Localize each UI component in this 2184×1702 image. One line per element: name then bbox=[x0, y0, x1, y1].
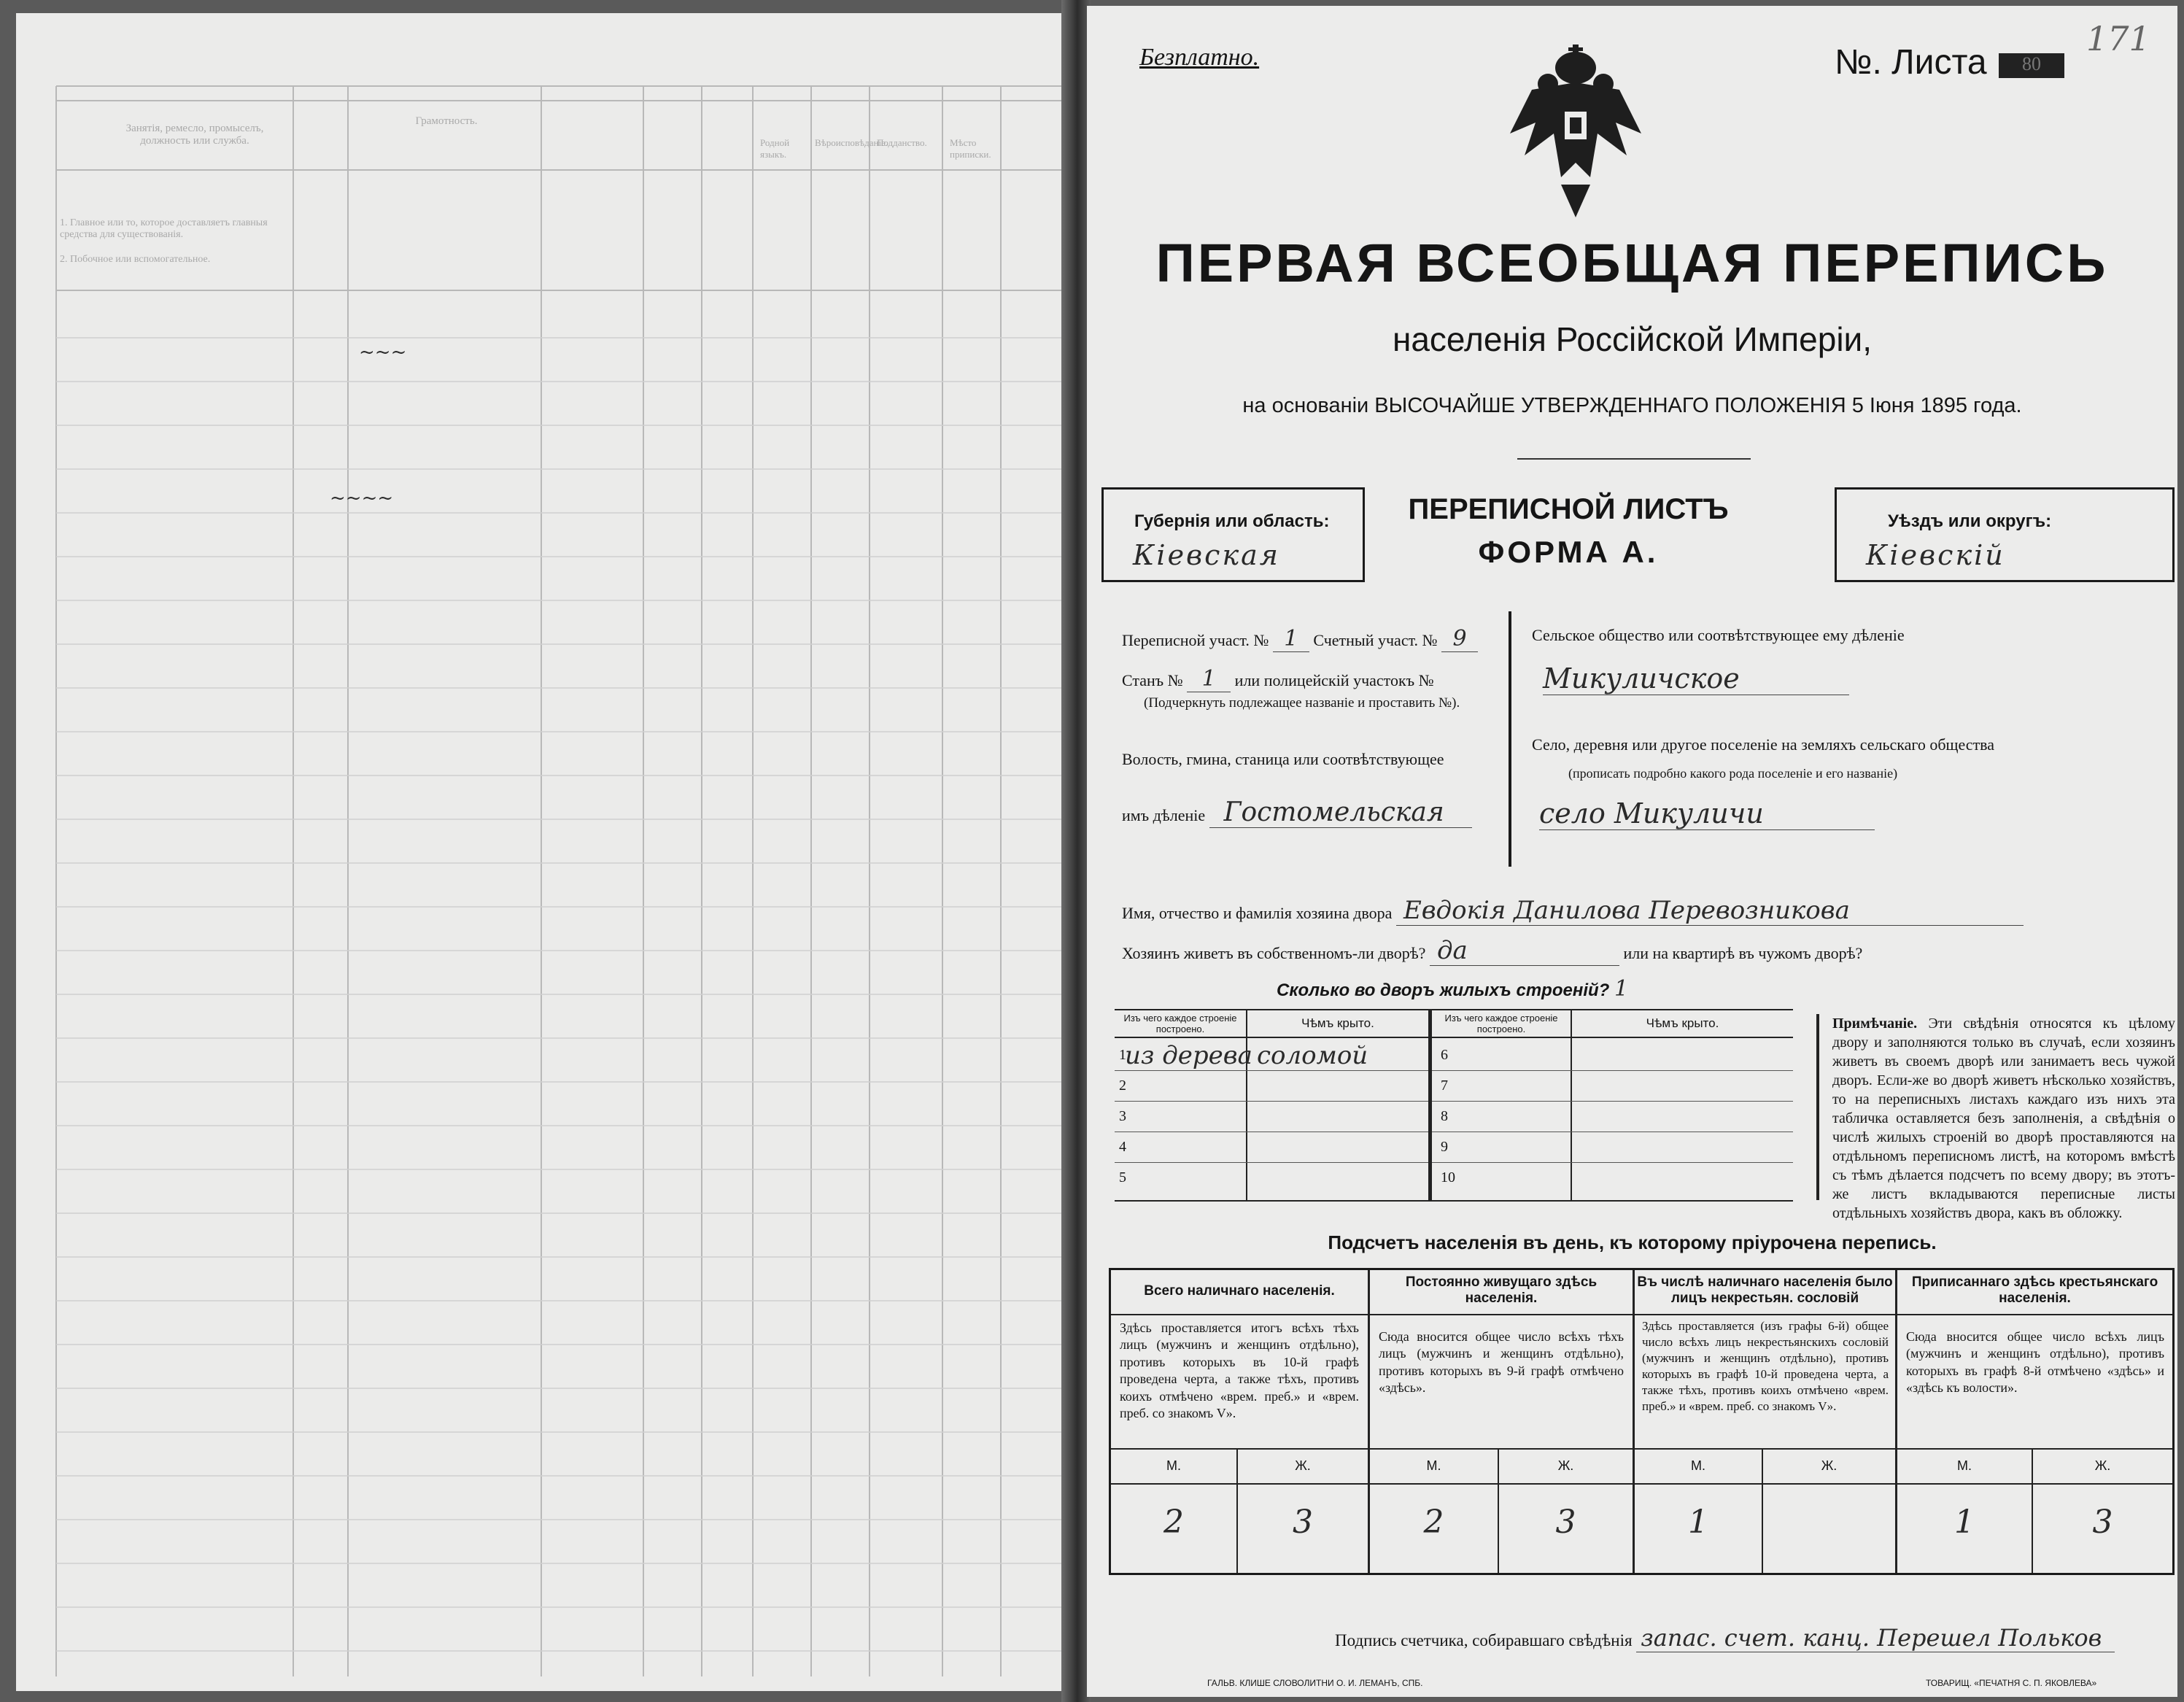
left-page bbox=[16, 13, 1074, 1691]
pop-col-1-m-value: 2 bbox=[1163, 1504, 1184, 1541]
gubernia-box bbox=[1101, 487, 1365, 582]
row-number: 2 bbox=[1119, 1078, 1126, 1094]
pop-col-2-m-label: М. bbox=[1426, 1458, 1441, 1473]
buildings-table bbox=[1115, 1009, 1793, 1202]
census-district-value: 1 bbox=[1273, 626, 1309, 652]
note-text: Эти свѣдѣнія относятся къ цѣлому двору и заполняются только въ случаѣ, если хозяинъ живетъ въ своемъ дворѣ или занимаетъ весь чужой дворъ. Если-же во дворѣ живетъ нѣсколько хозяйствъ, то на переписныхъ листахъ каждаго изъ нихъ эта табличка оставляется безъ заполненія, а свѣдѣнія о числѣ жилыхъ строеній во дворѣ проставляются на отдѣльномъ переписномъ листѣ, на которомъ вмѣстѣ съ тѣмъ дѣлается подсчетъ по всему двору; въ этотъ-же листъ вкладываются переписные листы отдѣльныхъ хозяйствъ двора, какъ въ обложку. bbox=[1832, 1016, 2176, 1221]
buildings-value: 1 bbox=[1614, 976, 1629, 1002]
census-subtitle: населенія Россійской Имперіи, bbox=[1392, 320, 1873, 358]
pop-col-3-m-label: М. bbox=[1691, 1458, 1705, 1473]
gubernia-label: Губернія или область: bbox=[1134, 511, 1330, 531]
row-number: 1 bbox=[1119, 1047, 1126, 1063]
population-title: Подсчетъ населенія въ день, къ которому пріурочена перепись. bbox=[1328, 1231, 1937, 1253]
imperial-eagle-emblem bbox=[1503, 39, 1649, 221]
uezd-label: Уѣздъ или округъ: bbox=[1888, 511, 2052, 531]
buildings-note bbox=[1816, 1014, 2176, 1221]
pop-col-3-m-value: 1 bbox=[1688, 1504, 1708, 1541]
buildings-row-4 bbox=[1115, 1132, 1428, 1163]
pop-col-3-f-label: Ж. bbox=[1821, 1458, 1838, 1473]
footer-left: ГАЛЬВ. КЛИШЕ СЛОВОЛИТНИ О. И. ЛЕМАНЪ, СПБ. bbox=[1207, 1678, 1423, 1688]
row-number: 10 bbox=[1441, 1169, 1455, 1185]
stan-row bbox=[1122, 666, 1434, 692]
pop-col-3-title: Въ числѣ наличнаго населенія было лицъ некрестьян. сословій bbox=[1637, 1274, 1893, 1306]
buildings-row-3 bbox=[1115, 1101, 1428, 1132]
buildings-row-2 bbox=[1115, 1070, 1428, 1102]
pop-col-4-m-value: 1 bbox=[1954, 1504, 1975, 1541]
left-header-religion: Вѣроисповѣданіе. bbox=[815, 137, 888, 148]
buildings-col-roof-right: Чѣмъ крыто. bbox=[1646, 1016, 1719, 1030]
row-number: 9 bbox=[1441, 1139, 1448, 1155]
village-value: село Микуличи bbox=[1539, 797, 1875, 830]
archive-number: 171 bbox=[2086, 19, 2150, 58]
footer-right: ТОВАРИЩ. «ПЕЧАТНЯ С. П. ЯКОВЛЕВА» bbox=[1926, 1678, 2097, 1688]
sheet-label: №. Листа bbox=[1835, 43, 1987, 82]
census-district-row bbox=[1122, 626, 1478, 652]
sheet-number: 80 bbox=[1999, 53, 2064, 78]
left-header-language: Родной языкъ. bbox=[760, 137, 790, 160]
own-yard-row bbox=[1122, 936, 1862, 966]
left-faint-handwriting: ~~~ bbox=[359, 341, 407, 363]
stan-value: 1 bbox=[1187, 666, 1231, 692]
volost-label-1: Волость, гмина, станица или соотвѣтствующее bbox=[1122, 750, 1444, 768]
free-label: Безплатно. bbox=[1139, 44, 1260, 71]
pop-col-1-f-label: Ж. bbox=[1295, 1458, 1311, 1473]
society-label: Сельское общество или соотвѣтствующее ему дѣленіе bbox=[1532, 626, 1905, 644]
rented-label: или на квартирѣ въ чужомъ дворѣ? bbox=[1623, 944, 1863, 962]
fields-divider bbox=[1509, 611, 1511, 867]
count-district-value: 9 bbox=[1441, 626, 1478, 652]
pop-col-4-f-label: Ж. bbox=[2094, 1458, 2111, 1473]
note-label: Примѣчаніе. bbox=[1832, 1016, 1918, 1032]
left-subheader-main: 1. Главное или то, которое доставляетъ главныя средства для существованія. bbox=[60, 217, 268, 240]
left-header-literacy: Грамотность. bbox=[415, 115, 478, 127]
left-header-occupation: Занятія, ремесло, промыселъ, должность или служба. bbox=[125, 123, 264, 147]
book-spine bbox=[1061, 0, 1091, 1702]
buildings-row-5 bbox=[1115, 1162, 1428, 1193]
police-label: или полицейскій участокъ № bbox=[1234, 671, 1434, 689]
buildings-col-material-left: Изъ чего каждое строеніе построено. bbox=[1123, 1013, 1237, 1034]
pop-col-2-title: Постоянно живущаго здѣсь населенія. bbox=[1405, 1274, 1598, 1306]
buildings-row-8 bbox=[1432, 1101, 1793, 1132]
buildings-row-1 bbox=[1115, 1040, 1428, 1071]
population-table bbox=[1109, 1268, 2175, 1575]
buildings-row bbox=[1277, 976, 1628, 1002]
buildings-row-10 bbox=[1432, 1162, 1793, 1193]
volost-value: Гостомельская bbox=[1209, 797, 1472, 828]
uezd-value: Кіевскій bbox=[1866, 539, 2005, 571]
owner-value: Евдокія Данилова Перевозникова bbox=[1396, 896, 2024, 926]
title-ornament-divider bbox=[1517, 458, 1751, 460]
form-title: ФОРМА А. bbox=[1478, 535, 1659, 569]
village-note: (прописать подробно какого рода поселеніе и его названіе) bbox=[1568, 766, 1898, 781]
pop-col-2-desc: Сюда вносится общее число всѣхъ тѣхъ лицъ (мужчинъ и женщинъ отдѣльно), противъ которыхъ въ 9-й графѣ отмѣчено «здѣсь». bbox=[1379, 1329, 1624, 1396]
row-material: из дерева bbox=[1125, 1041, 1252, 1070]
buildings-col-material-right: Изъ чего каждое строеніе построено. bbox=[1444, 1013, 1558, 1034]
left-header-registration: Мѣсто приписки. bbox=[950, 137, 991, 160]
right-page bbox=[1087, 6, 2177, 1697]
row-number: 6 bbox=[1441, 1047, 1448, 1063]
row-number: 4 bbox=[1119, 1139, 1126, 1155]
buildings-label: Сколько во дворъ жилыхъ строеній? bbox=[1277, 980, 1610, 1000]
pop-col-2-f-label: Ж. bbox=[1557, 1458, 1574, 1473]
left-subheader-side: 2. Побочное или вспомогательное. bbox=[60, 254, 211, 265]
own-yard-value: да bbox=[1430, 936, 1619, 966]
stan-label: Станъ № bbox=[1122, 671, 1183, 689]
buildings-col-roof-left: Чѣмъ крыто. bbox=[1301, 1016, 1374, 1030]
pop-col-4-title: Приписаннаго здѣсь крестьянскаго населенія. bbox=[1911, 1274, 2158, 1306]
pop-col-4-m-label: М. bbox=[1957, 1458, 1972, 1473]
pop-col-4-desc: Сюда вносится общее число всѣхъ лицъ (мужчинъ и женщинъ отдѣльно), противъ которыхъ въ графѣ 8-й отмѣчено «здѣсь» и «здѣсь къ волости». bbox=[1906, 1329, 2164, 1396]
count-district-label: Счетный участ. № bbox=[1313, 631, 1438, 649]
buildings-row-7 bbox=[1432, 1070, 1793, 1102]
village-label: Село, деревня или другое поселеніе на земляхъ сельскаго общества bbox=[1532, 735, 1995, 754]
volost-row bbox=[1122, 797, 1472, 828]
pop-col-2-m-value: 2 bbox=[1423, 1504, 1444, 1541]
stan-note: (Подчеркнуть подлежащее названіе и проставить №). bbox=[1144, 695, 1460, 711]
pop-col-4-f-value: 3 bbox=[2092, 1504, 2113, 1541]
census-basis: на основаніи ВЫСОЧАЙШЕ УТВЕРЖДЕННАГО ПОЛОЖЕНІЯ 5 Іюня 1895 года. bbox=[1242, 394, 2022, 417]
pop-col-3-desc: Здѣсь проставляется (изъ графы 6-й) общее число всѣхъ лицъ некрестьянскихъ сословій (мужчинъ и женщинъ отдѣльно), противъ которыхъ въ графѣ 10-й проведена черта, а также тѣхъ, противъ коихъ отмѣчено «врем. преб.» и «врем. преб. со знакомъ V». bbox=[1642, 1319, 1889, 1414]
row-number: 5 bbox=[1119, 1169, 1126, 1185]
census-title: ПЕРВАЯ ВСЕОБЩАЯ ПЕРЕПИСЬ bbox=[1155, 233, 2109, 293]
buildings-row-9 bbox=[1432, 1132, 1793, 1163]
row-number: 3 bbox=[1119, 1108, 1126, 1124]
buildings-row-6 bbox=[1432, 1040, 1793, 1071]
signature-value: запас. счет. канц. Перешел Польков bbox=[1636, 1624, 2115, 1652]
volost-label-2: имъ дѣленіе bbox=[1122, 806, 1206, 824]
left-faint-handwriting-2: ~~~~ bbox=[330, 487, 394, 509]
uezd-box bbox=[1835, 487, 2175, 582]
census-district-label: Переписной участ. № bbox=[1122, 631, 1269, 649]
signature-label: Подпись счетчика, собиравшаго свѣдѣнія bbox=[1335, 1631, 1633, 1649]
row-number: 8 bbox=[1441, 1108, 1448, 1124]
pop-col-1-desc: Здѣсь проставляется итогъ всѣхъ тѣхъ лицъ (мужчинъ и женщинъ отдѣльно), противъ которыхъ въ 10-й графѣ проведена черта, а также тѣхъ, противъ коихъ отмѣчено «врем. преб.» и «врем. преб. со знакомъ V». bbox=[1120, 1320, 1359, 1420]
gubernia-value: Кіевская bbox=[1133, 539, 1280, 571]
left-header-citizenship: Подданство. bbox=[877, 137, 927, 148]
owner-label: Имя, отчество и фамилія хозяина двора bbox=[1122, 904, 1393, 922]
row-roof: соломой bbox=[1257, 1041, 1368, 1070]
pop-col-2-f-value: 3 bbox=[1555, 1504, 1576, 1541]
pop-col-1-f-value: 3 bbox=[1293, 1504, 1313, 1541]
owner-row bbox=[1122, 896, 2024, 926]
signature-row bbox=[1335, 1624, 2115, 1652]
society-value: Микуличское bbox=[1543, 662, 1849, 695]
row-number: 7 bbox=[1441, 1078, 1448, 1094]
pop-col-1-title: Всего наличнаго населенія. bbox=[1144, 1283, 1335, 1299]
pop-col-1-m-label: М. bbox=[1166, 1458, 1181, 1473]
sheet-title: ПЕРЕПИСНОЙ ЛИСТЪ bbox=[1408, 493, 1729, 525]
own-yard-label: Хозяинъ живетъ въ собственномъ-ли дворѣ? bbox=[1122, 944, 1426, 962]
